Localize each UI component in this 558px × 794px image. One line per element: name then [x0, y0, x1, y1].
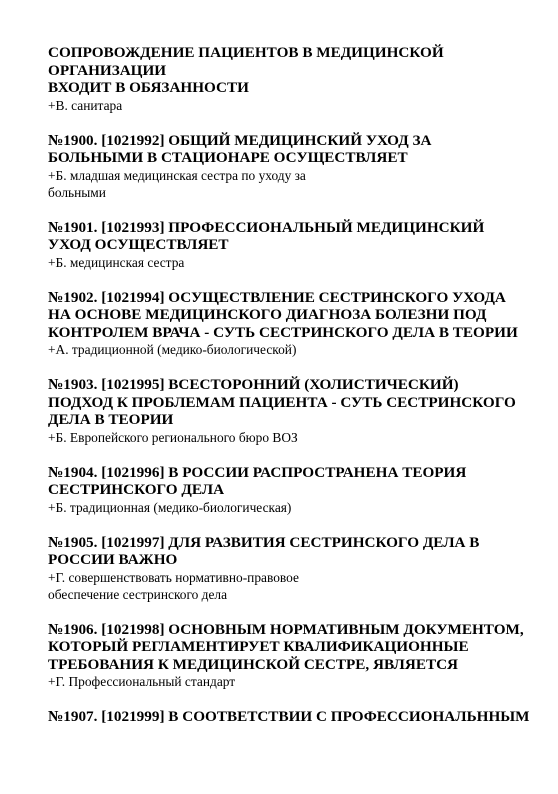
question-text: [48, 464, 548, 499]
answer-line: +А. традиционной (медико-биологической): [48, 342, 297, 357]
question-block: [48, 219, 548, 271]
question-list: [48, 44, 548, 726]
answer-line: +Б. Европейского регионального бюро ВОЗ: [48, 429, 298, 445]
question-block: [48, 621, 548, 691]
answer-text: [48, 499, 548, 516]
answer-line: +Г. совершенствовать нормативно-правовое: [48, 569, 299, 585]
answer-line: больными: [48, 184, 106, 200]
question-line: ОРГАНИЗАЦИИ: [48, 61, 167, 79]
answer-text: [48, 341, 548, 358]
question-text: [48, 44, 548, 97]
question-line: №1907. [1021999] В СООТВЕТСТВИИ С ПРОФЕССИОНАЛЬННЫМ: [48, 708, 530, 725]
question-line: СЕСТРИНСКОГО ДЕЛА: [48, 481, 225, 498]
question-line: №1903. [1021995] ВСЕСТОРОННИЙ (ХОЛИСТИЧЕСКИЙ): [48, 376, 459, 393]
question-line: УХОД ОСУЩЕСТВЛЯЕТ: [48, 236, 229, 253]
question-line: №1902. [1021994] ОСУЩЕСТВЛЕНИЕ СЕСТРИНСКОГО УХОДА: [48, 288, 506, 306]
question-line: №1905. [1021997] ДЛЯ РАЗВИТИЯ СЕСТРИНСКОГО ДЕЛА В: [48, 533, 480, 551]
answer-line: обеспечение сестринского дела: [48, 586, 228, 602]
question-text: [48, 289, 548, 342]
question-block: [48, 44, 548, 114]
answer-text: [48, 429, 548, 446]
question-block: [48, 132, 548, 201]
question-block: [48, 708, 548, 726]
question-line: №1900. [1021992] ОБЩИЙ МЕДИЦИНСКИЙ УХОД ЗА: [48, 131, 432, 149]
answer-line: +Б. медицинская сестра: [48, 254, 185, 270]
question-line: №1906. [1021998] ОСНОВНЫМ НОРМАТИВНЫМ ДОКУМЕНТОМ,: [48, 620, 524, 638]
answer-line: +Б. младшая медицинская сестра по уходу за: [48, 167, 306, 183]
question-line: НА ОСНОВЕ МЕДИЦИНСКОГО ДИАГНОЗА БОЛЕЗНИ ПОД: [48, 306, 487, 323]
question-line: №1901. [1021993] ПРОФЕССИОНАЛЬНЫЙ МЕДИЦИНСКИЙ: [48, 218, 485, 236]
question-block: [48, 289, 548, 359]
question-text: [48, 132, 548, 167]
question-line: ПОДХОД К ПРОБЛЕМАМ ПАЦИЕНТА - СУТЬ СЕСТРИНСКОГО: [48, 393, 516, 411]
answer-line: +В. санитара: [48, 97, 123, 113]
question-line: ДЕЛА В ТЕОРИИ: [48, 411, 174, 428]
question-line: РОССИИ ВАЖНО: [48, 551, 178, 568]
question-block: [48, 464, 548, 516]
question-block: [48, 534, 548, 603]
question-line: БОЛЬНЫМИ В СТАЦИОНАРЕ ОСУЩЕСТВЛЯЕТ: [48, 149, 408, 166]
question-line: №1904. [1021996] В РОССИИ РАСПРОСТРАНЕНА ТЕОРИЯ: [48, 463, 467, 481]
document-page: [48, 44, 548, 744]
answer-text: [48, 167, 548, 201]
question-line: СОПРОВОЖДЕНИЕ ПАЦИЕНТОВ В МЕДИЦИНСКОЙ: [48, 44, 444, 61]
question-text: [48, 219, 548, 254]
question-text: [48, 708, 548, 726]
answer-line: +Б. традиционная (медико-биологическая): [48, 499, 292, 515]
question-line: ВХОДИТ В ОБЯЗАННОСТИ: [48, 79, 249, 96]
question-block: [48, 376, 548, 446]
question-line: КОТОРЫЙ РЕГЛАМЕНТИРУЕТ КВАЛИФИКАЦИОННЫЕ: [48, 638, 469, 655]
answer-line: +Г. Профессиональный стандарт: [48, 674, 236, 689]
question-line: ТРЕБОВАНИЯ К МЕДИЦИНСКОЙ СЕСТРЕ, ЯВЛЯЕТСЯ: [48, 655, 459, 673]
question-text: [48, 534, 548, 569]
answer-text: [48, 254, 548, 271]
question-line: КОНТРОЛЕМ ВРАЧА - СУТЬ СЕСТРИНСКОГО ДЕЛА В ТЕОРИИ: [48, 323, 518, 341]
answer-text: [48, 97, 548, 114]
question-text: [48, 621, 548, 674]
answer-text: [48, 673, 548, 690]
question-text: [48, 376, 548, 429]
answer-text: [48, 569, 548, 603]
